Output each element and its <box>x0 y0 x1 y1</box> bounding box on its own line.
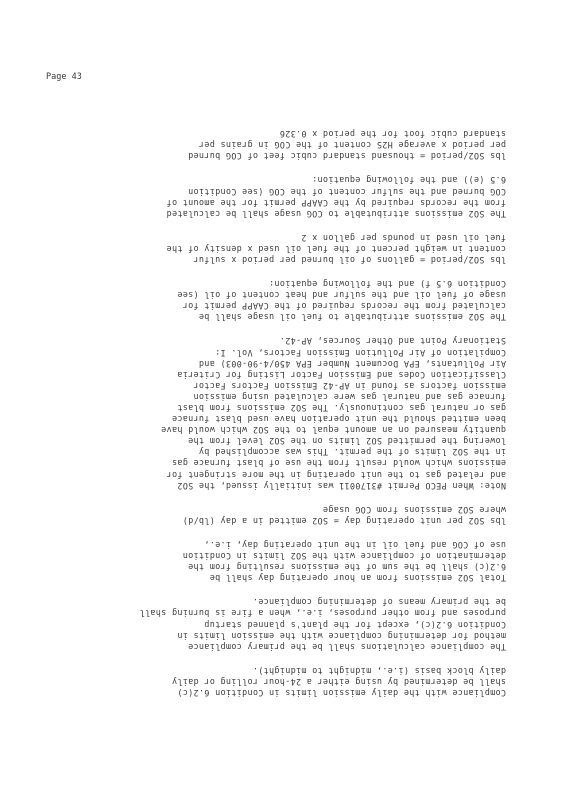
text-line: daily block basis (i.e., midnight to midnight). <box>252 665 506 676</box>
text-line: gas or natural gas continuously. The SO2 emissions from blast <box>177 403 506 414</box>
text-line: purposes and from other purposes, i.e., when a fire is burning shall <box>139 608 506 619</box>
text-line: quantity measured on an amount equal to the SO2 which would have <box>160 425 506 436</box>
text-line: determination of compliance with the SO2 limits in Condition <box>182 551 506 562</box>
text-line: per period x average H2S content of the COG in grains per <box>198 140 506 151</box>
text-line: Compliance with the daily emission limits in Condition 6.2(c) <box>177 688 506 698</box>
paragraph <box>46 665 506 698</box>
text-line: The SO2 emissions attributable to COG usage shall be calculated <box>166 208 506 219</box>
document-body <box>46 115 506 698</box>
text-line: lbs SO2 per unit operating day = SO2 emitted in a day (lb/d) <box>182 515 506 526</box>
text-line: in the SO2 limits of the permit. This was accomplished by <box>198 447 506 458</box>
text-line: Air Pollutants, EPA Document Number EPA 450/4-90-003) and <box>198 358 506 369</box>
text-line: fuel oil used in pounds per gallon x 2 <box>301 232 506 243</box>
text-line: 6.2(c) shall be the sum of the emissions resulting from the <box>187 562 506 573</box>
text-line: 6.5 (e)) and the following equation: <box>311 175 506 186</box>
page-number: Page 43 <box>46 72 82 82</box>
text-line: and related gas to the unit operating in the more stringent for <box>166 469 506 480</box>
text-line: usage of fuel oil and the sulfur and heat content of oil (see <box>177 290 506 301</box>
text-line: Condition 6.2(c), except for the plant's planned startup <box>204 619 506 630</box>
text-line: Total SO2 emissions from an hour operating day shall be <box>209 573 506 584</box>
text-line: lowering the permitted SO2 limits on the SO2 level from the <box>187 436 506 447</box>
text-line: Classification Codes and Emission Factor Listing for Criteria <box>177 369 506 380</box>
text-line: lbs SO2/period = gallons of oil burned per period x sulfur <box>193 255 506 265</box>
text-line: use of COG and fuel oil in the unit operating day, i.e., <box>204 539 506 550</box>
text-line: Stationary Point and Other Sources, AP-42. <box>279 336 506 347</box>
text-line: lbs SO2/period = thousand standard cubic feet of COG burned <box>187 151 506 162</box>
text-line: calculated from the records required of the CAAPP permit for <box>182 301 506 312</box>
text-line: The compliance calculations shall be the primary compliance <box>187 641 506 652</box>
text-line: The SO2 emissions attributable to fuel oil usage shall be <box>198 312 506 323</box>
paragraph <box>46 278 506 322</box>
paragraph <box>46 504 506 526</box>
paragraph <box>46 539 506 583</box>
text-line: Compilation of Air Pollution Emission Factors, Vol. I: <box>214 347 506 358</box>
paragraph <box>46 232 506 265</box>
paragraph <box>46 335 506 490</box>
text-line: content in weight percent of the fuel oil used x density of the <box>166 243 506 254</box>
text-line: from the records required by the CAAPP permit for the amount of <box>166 197 506 208</box>
text-line: emission factors as found in AP-42 Emission Factors Factor <box>193 380 506 391</box>
paragraph <box>46 128 506 161</box>
text-line: COG burned and the sulfur content of the COG (see Condition <box>187 186 506 197</box>
paragraph <box>46 596 506 651</box>
text-line: been emitted should the unit operation have used blast furnace <box>171 414 506 425</box>
text-line: Condition 6.5 f) and the following equation: <box>268 279 506 290</box>
text-line: furnace gas and natural gas were calculated using emission <box>193 391 506 402</box>
text-line: where SO2 emissions from COG usage <box>322 504 506 515</box>
text-line: method for determining compliance with the emission limits in <box>177 630 506 641</box>
text-line: standard cubic foot for the period x 0.326 <box>279 129 506 140</box>
text-line: be the primary means of determining compliance. <box>252 597 506 608</box>
text-line: shall be determined by using either a 24-hour rolling or daily <box>171 676 506 687</box>
text-line: emissions which would result from the use of blast furnace gas <box>171 458 506 469</box>
text-line: Note: When PECO Permit #3170011 was initially issued, the SO2 <box>177 480 506 491</box>
paragraph <box>46 174 506 218</box>
